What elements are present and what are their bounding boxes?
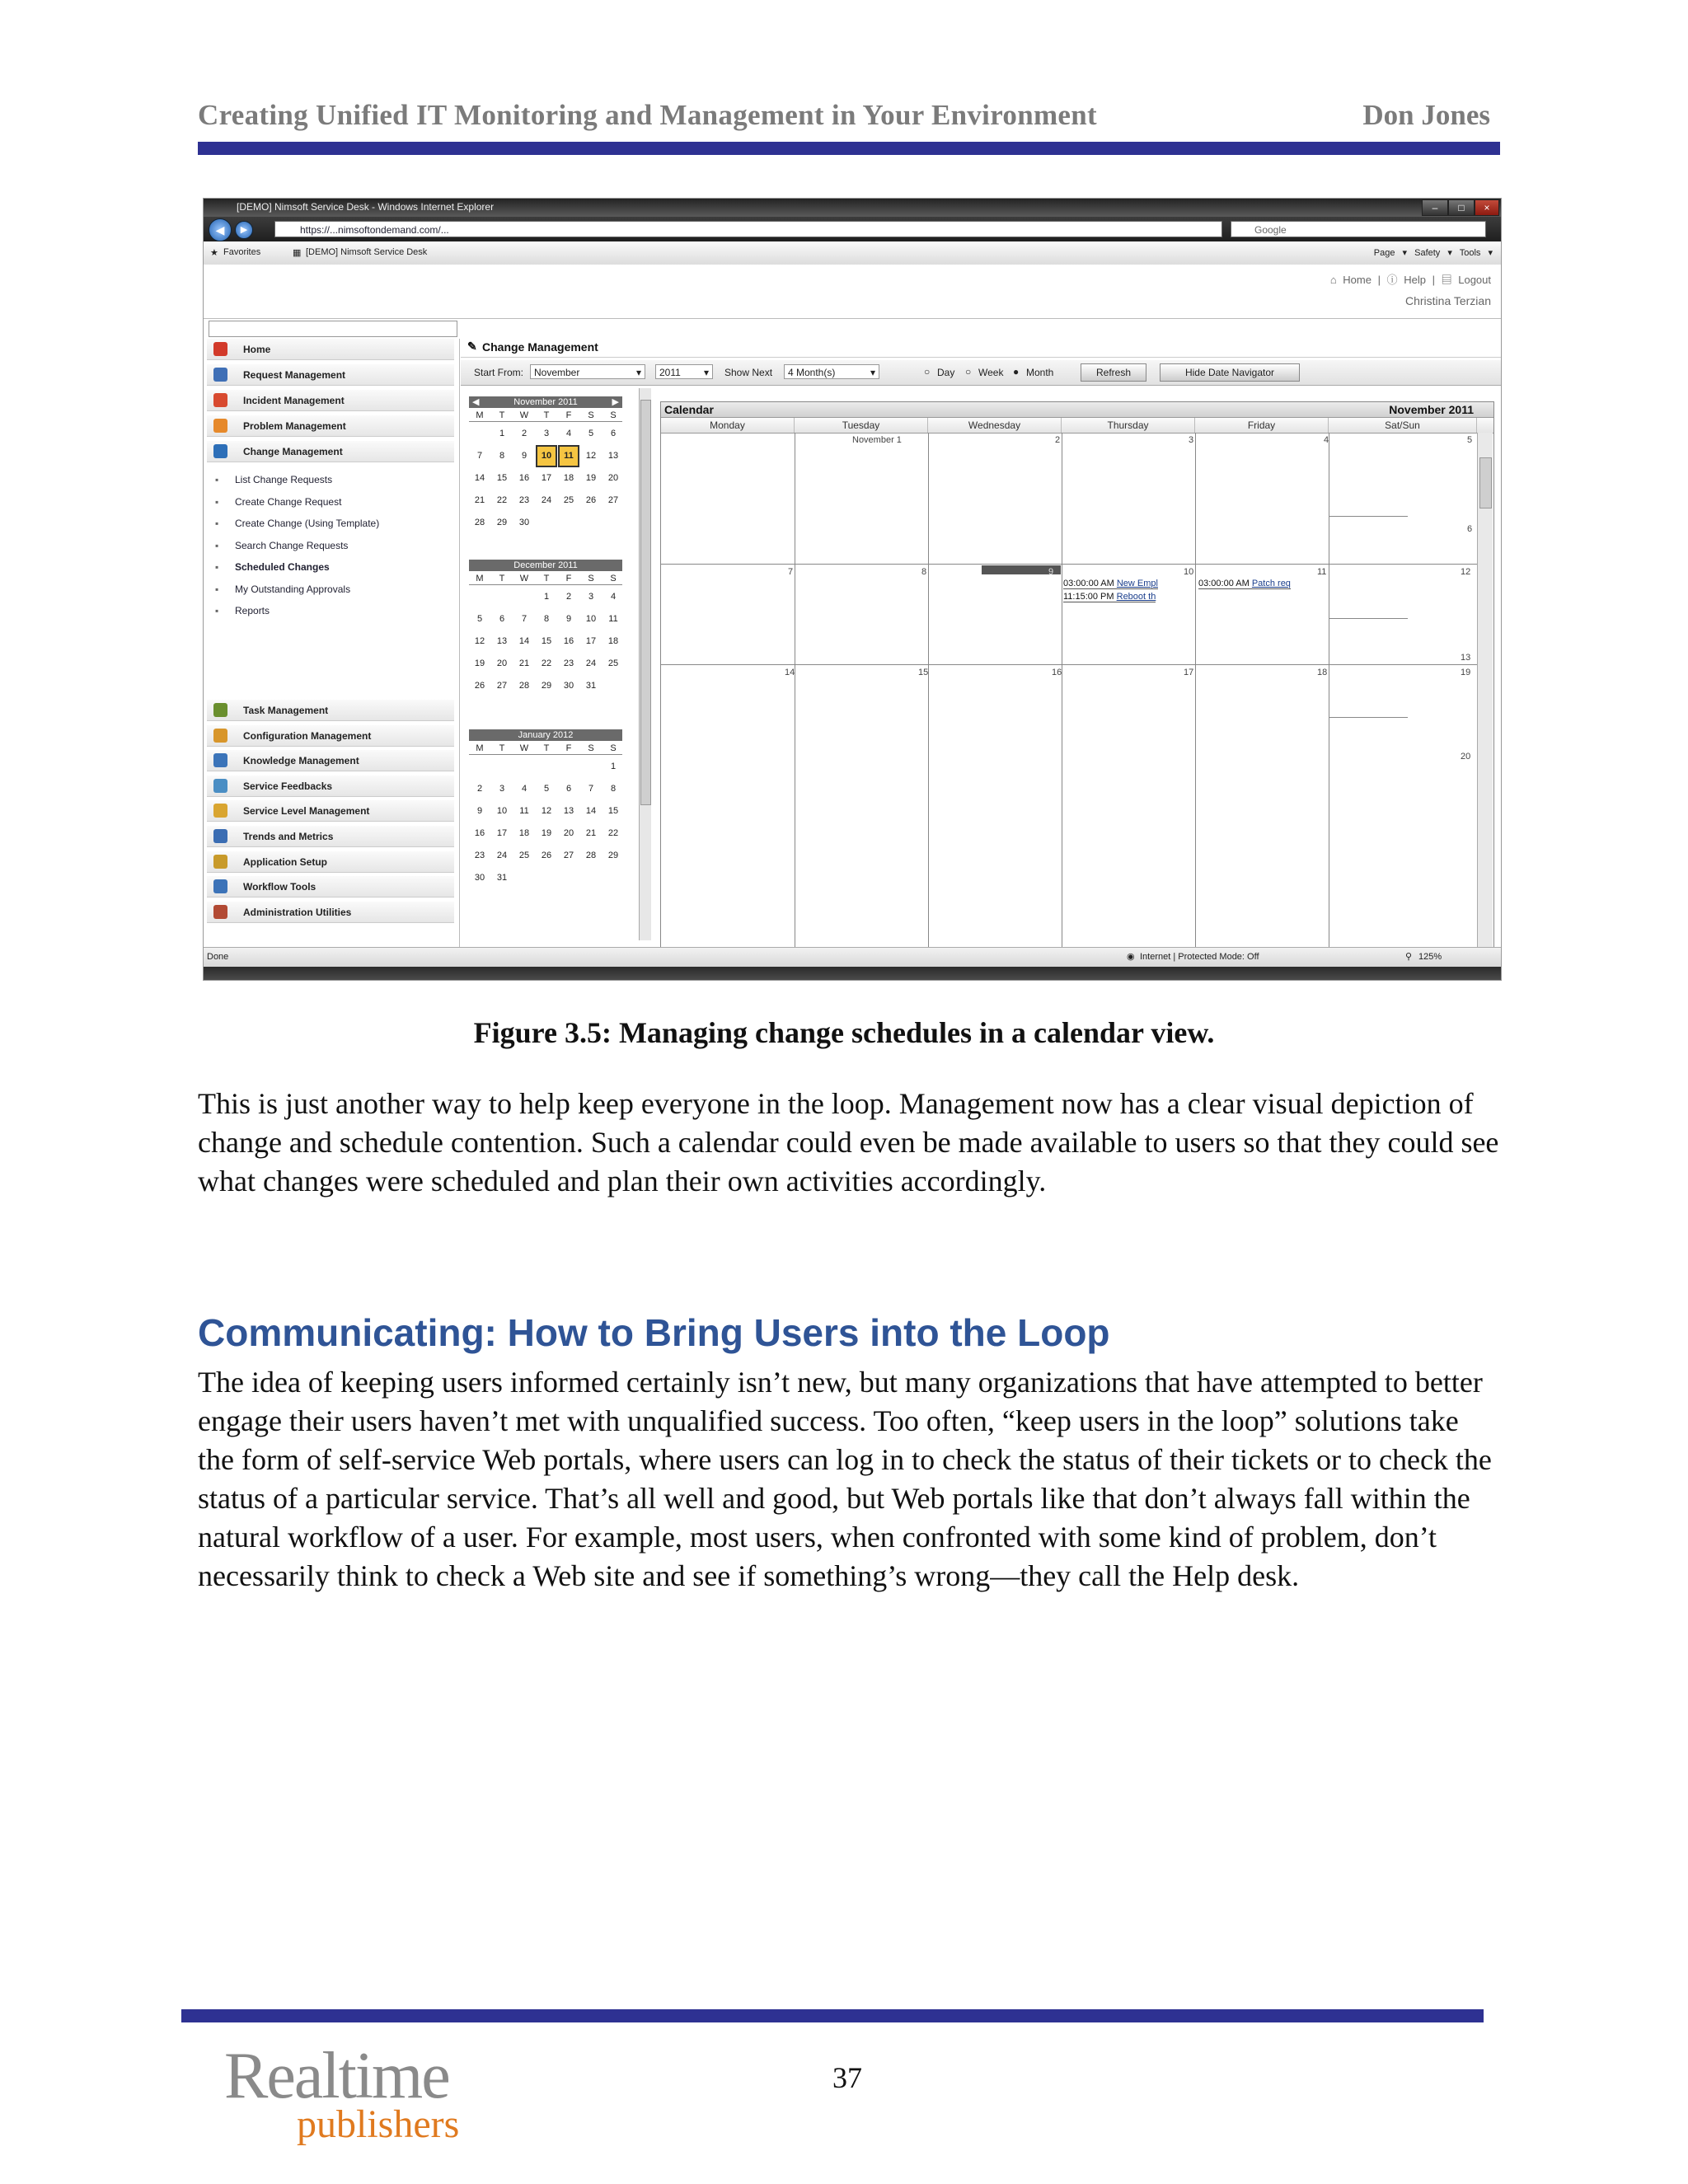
nav-item[interactable] — [207, 800, 454, 822]
nav-sub-item[interactable]: ▪ Create Change Request — [235, 496, 341, 508]
publisher-logo-main: Realtime — [224, 2040, 449, 2112]
mini-calendar-day[interactable]: 16 — [518, 473, 530, 483]
grid-line — [1329, 516, 1408, 517]
logout-icon: ▤ — [1441, 274, 1452, 286]
event-time: 11:15:00 PM — [1063, 592, 1114, 602]
mini-calendar-day[interactable]: 3 — [499, 784, 505, 794]
mini-calendar-day[interactable]: 21 — [518, 658, 530, 668]
mini-calendar-day[interactable]: 12 — [585, 451, 597, 461]
weekday-label: F — [565, 410, 572, 420]
nav-item-icon — [213, 879, 227, 893]
weekday-label: T — [499, 410, 505, 420]
nav-item[interactable] — [207, 441, 454, 462]
day-number[interactable]: 14 — [785, 668, 795, 677]
mini-calendar-day[interactable]: 5 — [476, 614, 483, 624]
url-input[interactable]: https://...nimsoftondemand.com/... — [274, 221, 1222, 237]
app-top-bar — [204, 265, 1501, 319]
mini-calendar-day[interactable]: 15 — [607, 806, 619, 816]
day-number[interactable]: 4 — [1324, 435, 1329, 445]
mini-calendar-weekdays — [469, 743, 622, 755]
calendar-toolbar — [461, 360, 1501, 386]
mini-calendar-day[interactable]: 24 — [496, 851, 508, 860]
mini-calendar-day[interactable]: 29 — [496, 518, 508, 527]
show-next-label: Show Next — [724, 367, 773, 378]
mini-calendar-day[interactable]: 18 — [518, 828, 530, 838]
mini-calendar-day[interactable]: 29 — [541, 681, 552, 691]
mini-calendar-day[interactable]: 10 — [536, 445, 557, 467]
nav-item-icon — [213, 368, 227, 382]
weekday-label: S — [610, 743, 617, 753]
weekday-header: Monday — [661, 418, 795, 433]
mini-calendar-day[interactable]: 3 — [543, 429, 550, 438]
nav-item-icon — [213, 905, 227, 919]
mini-calendar-title[interactable] — [469, 396, 622, 408]
day-number[interactable]: 3 — [1189, 435, 1194, 445]
calendar-scroll-thumb[interactable] — [1479, 457, 1492, 509]
header-rule — [198, 142, 1500, 155]
status-zone: Internet | Protected Mode: Off — [1140, 952, 1259, 962]
mini-calendar-day[interactable]: 11 — [558, 445, 579, 467]
page-tab-icon: ▦ — [293, 248, 302, 258]
mini-calendar-day[interactable]: 23 — [518, 495, 530, 505]
nav-item-icon — [213, 393, 227, 407]
month-label: Month — [1026, 367, 1054, 378]
chevron-right-icon[interactable]: ▶ — [612, 397, 619, 407]
mini-calendar-day[interactable]: 30 — [474, 873, 485, 883]
day-number[interactable]: 8 — [921, 567, 927, 577]
nav-item-icon — [213, 804, 227, 818]
weekday-label: W — [519, 410, 529, 420]
nav-item[interactable] — [207, 876, 454, 898]
browser-search-input[interactable]: Google — [1231, 221, 1486, 237]
favorites-star-icon: ★ — [210, 248, 218, 258]
mini-calendar-day[interactable]: 17 — [585, 636, 597, 646]
weekday-label: M — [476, 410, 484, 420]
figure-caption: Figure 3.5: Managing change schedules in a calendar view. — [473, 1016, 1215, 1049]
mini-calendar-day[interactable]: 28 — [585, 851, 597, 860]
mini-calendar-day[interactable]: 20 — [496, 658, 508, 668]
mini-calendar-day[interactable]: 5 — [543, 784, 550, 794]
nav-item-icon — [213, 703, 227, 717]
browser-titlebar — [204, 199, 1501, 217]
calendar-month: November 2011 — [1389, 403, 1474, 416]
nav-item-icon — [213, 779, 227, 793]
nav-item-label: Knowledge Management — [243, 755, 359, 767]
ie-command-bar[interactable]: Page ▾ Safety ▾ Tools ▾ — [1373, 248, 1493, 258]
mini-calendar-day[interactable]: 11 — [608, 614, 618, 624]
grid-line — [661, 564, 1477, 565]
mini-calendar-day[interactable]: 2 — [521, 429, 528, 438]
mini-calendar-day[interactable]: 7 — [476, 451, 483, 461]
mini-calendar-day[interactable]: 18 — [563, 473, 574, 483]
mini-calendar-day[interactable]: 6 — [565, 784, 572, 794]
weekday-header: Tuesday — [795, 418, 928, 433]
nav-item[interactable] — [207, 902, 454, 923]
browser-tab[interactable]: [DEMO] Nimsoft Service Desk — [306, 247, 428, 257]
nav-sub-item[interactable]: ▪ List Change Requests — [235, 474, 332, 485]
section-title: Change Management — [482, 340, 598, 354]
calendar-event[interactable] — [1063, 592, 1156, 602]
mini-calendar-day[interactable]: 20 — [563, 828, 574, 838]
mini-calendar-day[interactable]: 19 — [585, 473, 597, 483]
mini-calendar-day[interactable]: 16 — [563, 636, 574, 646]
hide-date-navigator-button[interactable]: Hide Date Navigator — [1160, 363, 1300, 382]
maximize-button[interactable]: □ — [1448, 199, 1475, 216]
weekday-label: S — [588, 574, 594, 583]
event-time: 03:00:00 AM — [1198, 579, 1250, 588]
nav-item[interactable] — [207, 364, 454, 386]
refresh-button[interactable]: Refresh — [1081, 363, 1146, 382]
week-radio[interactable]: ○ — [965, 366, 972, 377]
mini-calendar-day[interactable]: 22 — [607, 828, 619, 838]
mini-calendar-day[interactable]: 17 — [541, 473, 552, 483]
nav-sub-item[interactable]: ▪ Reports — [235, 605, 270, 616]
mini-calendar-day[interactable]: 14 — [518, 636, 530, 646]
document-header-author: Don Jones — [1362, 99, 1490, 131]
day-number[interactable]: 18 — [1317, 668, 1328, 677]
mini-calendar-title[interactable] — [469, 729, 622, 741]
publisher-logo-sub: publishers — [297, 2102, 460, 2146]
mini-calendar-day[interactable]: 27 — [496, 681, 508, 691]
section-icon: ✎ — [467, 340, 477, 353]
weekday-label: T — [543, 410, 550, 420]
weekday-header: Sat/Sun — [1329, 418, 1477, 433]
mini-calendar-day[interactable]: 13 — [607, 451, 619, 461]
chevron-down-icon: ▾ — [635, 367, 641, 378]
mini-calendar-weekdays — [469, 410, 622, 422]
weekday-label: M — [476, 743, 484, 753]
mini-calendar-day[interactable]: 9 — [521, 451, 528, 461]
grid-line — [1329, 618, 1408, 619]
day-number[interactable]: 20 — [1461, 752, 1471, 762]
mini-calendar-day[interactable]: 24 — [585, 658, 597, 668]
logout-link[interactable]: Logout — [1458, 274, 1491, 286]
mini-calendar-day[interactable]: 13 — [563, 806, 574, 816]
document-header-title: Creating Unified IT Monitoring and Management in Your Environment — [198, 99, 1097, 131]
close-window-button[interactable]: × — [1475, 199, 1499, 216]
start-month-select[interactable] — [530, 364, 645, 379]
mini-calendar-grid — [469, 586, 622, 697]
mini-calendar-day[interactable]: 10 — [585, 614, 597, 624]
mini-calendar-grid — [469, 756, 622, 889]
status-zoom[interactable]: 125% — [1418, 952, 1442, 962]
weekday-label: T — [499, 574, 505, 583]
mini-calendar-day[interactable]: 21 — [585, 828, 597, 838]
day-label: Day — [937, 367, 955, 378]
nav-item-icon — [213, 444, 227, 458]
mini-calendar-day[interactable]: 23 — [474, 851, 485, 860]
mini-calendar-day[interactable]: 6 — [610, 429, 617, 438]
mini-calendar-day[interactable]: 11 — [519, 806, 529, 816]
day-number[interactable]: 16 — [1052, 668, 1062, 677]
page-number: 37 — [832, 2061, 862, 2094]
nav-item-label: Service Level Management — [243, 805, 370, 818]
home-link[interactable]: Home — [1343, 274, 1372, 286]
body-paragraph-1: This is just another way to help keep everyone in the loop. Management now has a clear visual depiction of change and schedule contention. Such a calendar could even be made available to users so that they could see what changes were scheduled and plan their own activities accordingly. — [198, 1087, 1499, 1197]
mini-calendar-title[interactable] — [469, 560, 622, 571]
start-from-label: Start From: — [474, 367, 524, 378]
nav-item-icon — [213, 753, 227, 767]
forward-button[interactable]: ▶ — [235, 221, 253, 239]
nav-item[interactable] — [207, 851, 454, 873]
grid-line — [661, 664, 1477, 665]
mini-calendar-grid — [469, 423, 622, 534]
mini-calendar-day[interactable]: 19 — [541, 828, 552, 838]
mini-calendar-day[interactable]: 27 — [563, 851, 574, 860]
nav-search-input[interactable] — [209, 321, 457, 337]
mini-calendar-day[interactable]: 31 — [585, 681, 597, 691]
nav-item-label: Workflow Tools — [243, 881, 316, 893]
start-month-value: November — [534, 367, 580, 378]
nav-sub-item[interactable]: ▪ Search Change Requests — [235, 540, 348, 551]
month-radio[interactable]: ● — [1013, 366, 1020, 377]
weekday-header: Thursday — [1062, 418, 1195, 433]
date-navigator — [462, 388, 649, 940]
section-header — [461, 337, 1501, 358]
nav-item-icon — [213, 855, 227, 869]
day-number[interactable]: 7 — [788, 567, 794, 577]
mini-calendar-day[interactable]: 19 — [474, 658, 485, 668]
mini-calendar-day[interactable]: 4 — [565, 429, 572, 438]
nav-item[interactable] — [207, 700, 454, 721]
chevron-down-icon: ▾ — [703, 367, 709, 378]
weekday-label: F — [565, 574, 572, 583]
nav-item[interactable] — [207, 725, 454, 747]
day-number[interactable]: 13 — [1461, 653, 1471, 663]
mini-calendar-day[interactable]: 30 — [563, 681, 574, 691]
mini-calendar-day[interactable]: 22 — [496, 495, 508, 505]
day-number[interactable]: 17 — [1184, 668, 1194, 677]
mini-calendar-day[interactable]: 14 — [585, 806, 597, 816]
browser-status-bar — [204, 947, 1501, 968]
day-number[interactable]: 2 — [1055, 435, 1061, 445]
mini-calendar-day[interactable]: 31 — [496, 873, 508, 883]
weekday-label: T — [543, 743, 550, 753]
mini-calendar-day[interactable]: 7 — [588, 784, 594, 794]
os-taskbar — [204, 967, 1501, 980]
nav-item-label: Problem Management — [243, 420, 346, 432]
mini-calendar-day[interactable]: 30 — [518, 518, 530, 527]
mini-calendar-day[interactable]: 29 — [607, 851, 619, 860]
nav-item-icon — [213, 419, 227, 433]
start-year-select[interactable] — [655, 364, 713, 379]
weekday-label: F — [565, 743, 572, 753]
day-number[interactable]: 5 — [1467, 435, 1473, 445]
mini-calendar-day[interactable]: 14 — [474, 473, 485, 483]
nav-item-label: Application Setup — [243, 855, 327, 868]
nav-item-label: Service Feedbacks — [243, 780, 333, 792]
top-links: ⌂ Home | ⓘ Help | ▤ Logout — [1329, 274, 1491, 286]
status-done: Done — [207, 952, 229, 962]
mini-calendar-day[interactable]: 26 — [585, 495, 597, 505]
calendar-event[interactable] — [1198, 579, 1291, 589]
browser-window-title: [DEMO] Nimsoft Service Desk - Windows Internet Explorer — [237, 201, 495, 213]
weekday-header: Wednesday — [928, 418, 1062, 433]
nav-item-label: Change Management — [243, 446, 343, 457]
weekday-label: S — [610, 574, 617, 583]
date-navigator-scroll-thumb[interactable] — [640, 400, 651, 805]
mini-calendar-day[interactable]: 8 — [543, 614, 550, 624]
nav-sub-item[interactable]: ▪ Create Change (Using Template) — [235, 518, 379, 529]
week-label: Week — [978, 367, 1004, 378]
chevron-down-icon: ▾ — [870, 367, 875, 378]
footer-rule — [181, 2009, 1484, 2022]
mini-calendar-day[interactable]: 13 — [496, 636, 508, 646]
mini-calendar-day[interactable]: 2 — [476, 784, 483, 794]
mini-calendar-weekdays — [469, 573, 622, 585]
mini-calendar-day[interactable]: 5 — [588, 429, 594, 438]
mini-calendar-day[interactable]: 15 — [496, 473, 508, 483]
mini-calendar-day[interactable]: 25 — [607, 658, 619, 668]
show-next-select[interactable] — [784, 364, 879, 379]
nav-item[interactable] — [207, 826, 454, 847]
nav-sub-item[interactable]: ▪ Scheduled Changes — [235, 561, 330, 573]
figure-screenshot — [203, 198, 1502, 981]
event-title[interactable]: Reboot th — [1116, 592, 1156, 602]
event-title[interactable]: Patch req — [1251, 579, 1291, 588]
mini-calendar-day[interactable]: 26 — [541, 851, 552, 860]
mini-calendar-day[interactable]: 10 — [496, 806, 508, 816]
nav-item[interactable] — [207, 750, 454, 771]
minimize-button[interactable]: – — [1422, 199, 1448, 216]
day-number[interactable]: 15 — [918, 668, 929, 677]
mini-calendar-day[interactable]: 1 — [499, 429, 505, 438]
nav-item-label: Administration Utilities — [243, 906, 352, 918]
nav-item-label: Configuration Management — [243, 729, 372, 742]
nav-sub-item[interactable]: ▪ My Outstanding Approvals — [235, 583, 350, 595]
month-calendar — [660, 401, 1494, 949]
event-title[interactable]: New Empl — [1116, 579, 1158, 588]
weekday-header: Friday — [1195, 418, 1329, 433]
nav-item-label: Incident Management — [243, 395, 345, 406]
weekday-label: T — [499, 743, 505, 753]
mini-calendar-day[interactable]: 26 — [474, 681, 485, 691]
mini-calendar-day[interactable]: 1 — [543, 592, 550, 602]
globe-icon: ◉ — [1127, 952, 1135, 962]
mini-calendar-month: December 2011 — [513, 560, 578, 570]
mini-calendar-day[interactable]: 27 — [607, 495, 619, 505]
mini-calendar-day[interactable]: 21 — [474, 495, 485, 505]
mini-calendar-day[interactable]: 17 — [496, 828, 508, 838]
favorites-bar — [204, 241, 1501, 265]
nav-item-label: Task Management — [243, 705, 329, 716]
weekday-label: T — [543, 574, 550, 583]
mini-calendar-day[interactable]: 18 — [607, 636, 619, 646]
mini-calendar-month: January 2012 — [518, 730, 574, 740]
date-navigator-scrollbar[interactable] — [639, 388, 651, 940]
help-link[interactable]: Help — [1404, 274, 1426, 286]
mini-calendar-day[interactable]: 23 — [563, 658, 574, 668]
mini-calendar-day[interactable]: 7 — [521, 614, 528, 624]
nav-item-label: Request Management — [243, 369, 346, 381]
nav-item-icon — [213, 829, 227, 843]
calendar-event[interactable] — [1063, 579, 1158, 589]
help-icon: ⓘ — [1386, 274, 1398, 286]
weekday-label: S — [610, 410, 617, 420]
mini-calendar-day[interactable]: 8 — [499, 451, 505, 461]
mini-calendar-day[interactable]: 24 — [541, 495, 552, 505]
day-number[interactable]: 10 — [1184, 567, 1194, 577]
day-radio[interactable]: ○ — [924, 366, 931, 377]
nav-item-label: Home — [243, 344, 271, 355]
mini-calendar-day[interactable]: 3 — [588, 592, 594, 602]
weekday-label: W — [519, 743, 529, 753]
nav-item-label: Trends and Metrics — [243, 831, 334, 842]
nav-item[interactable] — [207, 415, 454, 437]
mini-calendar-day[interactable]: 25 — [563, 495, 574, 505]
day-number[interactable]: 12 — [1461, 567, 1471, 577]
day-number[interactable]: November 1 — [852, 435, 902, 445]
browser-address-bar — [204, 217, 1501, 241]
mini-calendar-day[interactable]: 6 — [499, 614, 505, 624]
show-next-value: 4 Month(s) — [788, 367, 836, 378]
back-button[interactable]: ◀ — [209, 218, 232, 241]
grid-line — [1329, 717, 1408, 718]
mini-calendar-day[interactable]: 9 — [565, 614, 572, 624]
grid-line — [1195, 433, 1196, 948]
favorites-button[interactable]: Favorites — [223, 247, 261, 257]
section-heading: Communicating: How to Bring Users into the Loop — [198, 1311, 1110, 1354]
mini-calendar-day[interactable]: 1 — [610, 762, 617, 771]
weekday-label: M — [476, 574, 484, 583]
user-name: Christina Terzian — [1404, 294, 1491, 307]
mini-calendar-day[interactable]: 20 — [607, 473, 619, 483]
mini-calendar-day[interactable]: 4 — [521, 784, 528, 794]
mini-calendar-day[interactable]: 16 — [474, 828, 485, 838]
mini-calendar-day[interactable]: 22 — [541, 658, 552, 668]
start-year-value: 2011 — [659, 367, 681, 378]
mini-calendar-day[interactable]: 8 — [610, 784, 617, 794]
mini-calendar-day[interactable]: 25 — [518, 851, 530, 860]
day-number[interactable]: 11 — [1317, 567, 1327, 577]
home-icon: ⌂ — [1329, 274, 1337, 286]
nav-item-icon — [213, 342, 227, 356]
mini-calendar-day[interactable]: 12 — [541, 806, 552, 816]
mini-calendar-month: November 2011 — [513, 397, 578, 407]
mini-calendar-day[interactable]: 2 — [565, 592, 572, 602]
grid-line — [928, 433, 929, 948]
mini-calendar-day[interactable]: 28 — [474, 518, 485, 527]
calendar-scrollbar[interactable] — [1477, 433, 1493, 948]
weekday-label: S — [588, 410, 594, 420]
day-number[interactable]: 6 — [1467, 524, 1473, 534]
left-navigation — [204, 339, 460, 947]
mini-calendar-day[interactable]: 28 — [518, 681, 530, 691]
nav-item[interactable] — [207, 776, 454, 797]
mini-calendar-day[interactable]: 9 — [476, 806, 483, 816]
nav-item-icon — [213, 729, 227, 743]
calendar-label: Calendar — [664, 403, 714, 416]
mini-calendar-day[interactable]: 4 — [610, 592, 617, 602]
weekday-label: S — [588, 743, 594, 753]
mini-calendar-day[interactable]: 15 — [541, 636, 552, 646]
day-number[interactable]: 9 — [1048, 567, 1054, 577]
chevron-left-icon[interactable]: ◀ — [472, 397, 480, 407]
body-paragraph-2: The idea of keeping users informed certainly isn’t new, but many organizations that have attempted to better engage their users haven’t met with unqualified success. Too often, “keep users in the loop” solutions take the form of self-service Web portals, where users can log in to check the status of their tickets or to check the status of a particular service. That’s all well and good, but Web portals like that don’t always fall within the natural workflow of a user. For example, most users, when confronted with some kind of problem, don’t necessarily think to check a Web site and see if something’s wrong—they call the Help desk. — [198, 1366, 1492, 1592]
mini-calendar-day[interactable]: 12 — [474, 636, 485, 646]
zoom-icon: ⚲ — [1405, 952, 1413, 962]
event-time: 03:00:00 AM — [1063, 579, 1114, 588]
nav-item[interactable] — [207, 339, 454, 360]
weekday-label: W — [519, 574, 529, 583]
day-number[interactable]: 19 — [1461, 668, 1471, 677]
nav-item[interactable] — [207, 390, 454, 411]
